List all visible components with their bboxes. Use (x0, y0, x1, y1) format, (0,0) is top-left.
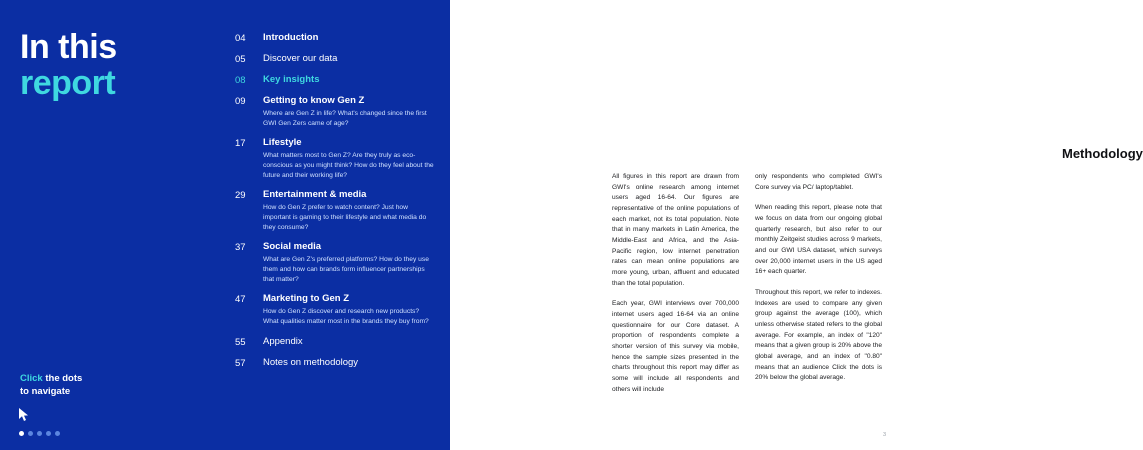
page-dot-4[interactable] (46, 431, 51, 436)
toc-entry-label: Getting to know Gen Z (263, 95, 365, 106)
toc-page-number: 47 (235, 294, 246, 306)
toc-entry-label: Notes on methodology (263, 356, 359, 368)
methodology-heading: Methodology (1062, 146, 1143, 161)
toc-page-number: 55 (235, 336, 246, 348)
page-dot-3[interactable] (37, 431, 42, 436)
page-title (20, 30, 117, 100)
toc-entry[interactable] (235, 293, 435, 326)
toc-entry-label: Lifestyle (263, 137, 302, 149)
toc-entry-label: Marketing to Gen Z (263, 293, 350, 305)
methodology-column-left (612, 172, 739, 405)
toc-entry-label: Introduction (263, 32, 319, 43)
toc-entry-label: Discover our data (263, 53, 338, 64)
toc-entry[interactable] (235, 336, 435, 348)
navigation-hint-line-2: to navigate (20, 385, 71, 397)
toc-page-number: 17 (235, 138, 246, 150)
toc-page-number: 57 (235, 357, 246, 369)
toc-entry-label: Entertainment & media (263, 189, 367, 201)
page-number: 3 (882, 432, 886, 438)
right-page (450, 0, 1143, 450)
page-title-line-1: In this (20, 28, 117, 66)
toc-entry-description: How do Gen Z prefer to watch content? Just how important is gaming to their lifestyle and what media do they consume? (263, 204, 427, 231)
table-of-contents (235, 32, 435, 378)
page-dot-2[interactable] (28, 431, 33, 436)
methodology-paragraph: All figures in this report are drawn from GWI's online research among internet users aged 16-64. Our figures are representative of the online populations of each market, not its total population. Note that in many markets in Latin America, the Middle-East and Africa, and the Asia-Pacific region, low internet penetration rates can mean online populations are more young, urban, affluent and educated than the total population. (612, 173, 739, 287)
toc-entry-description: What are Gen Z's preferred platforms? How do they use them and how can brands form influencer partnerships that matter? (263, 256, 429, 283)
toc-page-number: 29 (235, 190, 246, 202)
toc-entry[interactable] (235, 137, 435, 180)
toc-entry[interactable] (235, 95, 435, 128)
toc-page-number: 05 (235, 54, 246, 65)
navigation-hint (20, 373, 82, 398)
toc-entry[interactable] (235, 53, 435, 65)
toc-entry[interactable] (235, 357, 435, 369)
toc-entry-description: Where are Gen Z in life? What's changed since the first GWI Gen Zers came of age? (263, 109, 427, 127)
toc-entry-label: Appendix (263, 335, 303, 347)
toc-entry-label: Social media (263, 241, 322, 253)
toc-entry-label: Key insights (263, 74, 320, 85)
toc-entry-description: What matters most to Gen Z? Are they truly as eco-conscious as you might think? How do they feel about the future and their working life? (263, 152, 434, 179)
methodology-columns (612, 172, 882, 405)
navigation-hint-rest: the dots (42, 373, 83, 385)
toc-page-number: 37 (235, 242, 246, 254)
methodology-paragraph: Each year, GWI interviews over 700,000 internet users aged 16-64 via an online questionnaire for our Core dataset. A proportion of respondents complete a shorter version of this survey via mobile, hence the sample sizes presented in the charts throughout this report may differ as some will include all respondents and others will include (612, 300, 739, 393)
toc-page-number: 04 (235, 33, 246, 44)
toc-entry-description: How do Gen Z discover and research new products? What qualities matter most in the brands they buy from? (263, 308, 429, 325)
left-page (0, 0, 450, 450)
toc-page-number: 09 (235, 96, 246, 107)
toc-entry[interactable] (235, 32, 435, 44)
toc-entry[interactable] (235, 241, 435, 284)
methodology-column-right (755, 172, 882, 405)
page-title-line-2: report (20, 64, 116, 102)
toc-page-number: 08 (235, 75, 246, 86)
navigation-hint-highlight: Click (20, 373, 43, 385)
page-dot-1[interactable] (19, 431, 24, 436)
methodology-paragraph: only respondents who completed GWI's Core survey via PC/ laptop/tablet. (755, 173, 882, 191)
page-dot-5[interactable] (55, 431, 60, 436)
page-dots-navigation[interactable] (19, 431, 60, 436)
cursor-pointer-icon (19, 408, 31, 422)
methodology-paragraph: Throughout this report, we refer to indexes. Indexes are used to compare any given group against the average (100), which unless otherwise stated refers to the global average. For example, an index of "120" means that a given group is 20% above the global average, and an index of "0.80" means that an audience Click the dots is 20% below the global average. (755, 289, 882, 382)
methodology-paragraph: When reading this report, please note that we focus on data from our ongoing global quarterly research, but also refer to our monthly Zeitgeist studies across 9 markets, and our GWI USA dataset, which surveys over 20,000 internet users in the US aged 16+ each quarter. (755, 204, 882, 276)
toc-entry[interactable] (235, 74, 435, 86)
toc-entry[interactable] (235, 189, 435, 232)
